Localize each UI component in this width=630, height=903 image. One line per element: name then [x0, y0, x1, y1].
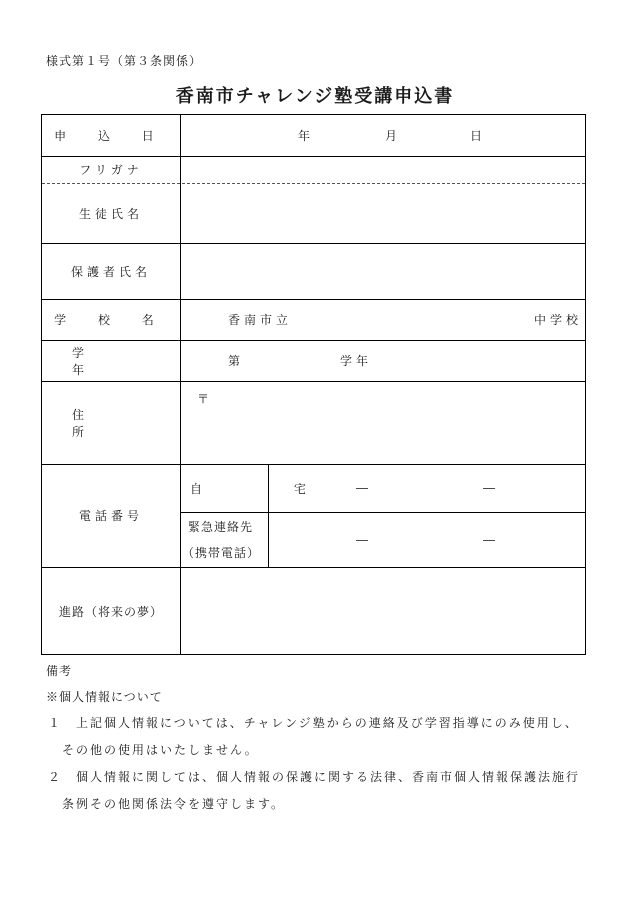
home-phone-dash: ― — [483, 481, 495, 495]
emergency-phone-sublabel: （携帯電話） — [182, 545, 261, 560]
grade-suffix: 学年 — [340, 354, 373, 368]
note-item-number: ２ — [48, 770, 63, 784]
page-title: 香南市チャレンジ塾受講申込書 — [175, 86, 455, 107]
home-phone-dash: ― — [356, 481, 368, 495]
privacy-heading: ※個人情報について — [46, 690, 163, 704]
home-phone-label — [190, 464, 350, 512]
career-field[interactable] — [181, 567, 586, 655]
student-name-label: 生徒氏名 — [78, 206, 143, 221]
school-label: 学 校 名 — [54, 313, 168, 327]
application-date-label: 申 込 日 — [54, 129, 168, 143]
guardian-name-label: 保護者氏名 — [70, 264, 151, 279]
emergency-phone-dash: ― — [483, 532, 495, 547]
note-item-text: 個人情報に関しては、個人情報の保護に関する法律、香南市個人情報保護法施行 — [76, 770, 581, 784]
emergency-phone-dash: ― — [356, 532, 368, 547]
school-prefix: 香南市立 — [228, 313, 293, 327]
remarks-heading: 備考 — [46, 664, 73, 678]
furigana-label: フリガナ — [79, 163, 143, 177]
day-label: 日 — [470, 129, 483, 143]
guardian-name-field[interactable] — [181, 243, 586, 299]
note-item-text: 上記個人情報については、チャレンジ塾からの連絡及び学習指導にのみ使用し、 — [76, 716, 579, 730]
address-label: 住 所 — [72, 407, 125, 439]
home-phone-label-text: 自 宅 — [190, 481, 350, 496]
note-item-text: 条例その他関係法令を遵守します。 — [62, 797, 286, 811]
phone-sublabel-divider — [268, 464, 269, 567]
school-suffix: 中学校 — [534, 313, 583, 327]
furigana-field[interactable] — [181, 156, 586, 183]
application-form — [41, 114, 586, 655]
grade-prefix: 第 — [228, 354, 241, 368]
postal-mark: 〒 — [197, 391, 210, 406]
note-item-number: １ — [48, 716, 63, 730]
student-name-field[interactable] — [181, 183, 586, 243]
phone-label: 電話番号 — [78, 509, 143, 523]
phone-divider — [180, 512, 585, 513]
month-label: 月 — [385, 129, 398, 143]
note-item-text: その他の使用はいたしません。 — [62, 743, 259, 757]
year-label: 年 — [298, 129, 311, 143]
grade-label: 学 年 — [72, 345, 125, 377]
form-number: 様式第１号（第３条関係） — [46, 54, 203, 68]
career-label: 進路（将来の夢） — [58, 604, 163, 619]
emergency-phone-label: 緊急連絡先 — [188, 519, 254, 534]
